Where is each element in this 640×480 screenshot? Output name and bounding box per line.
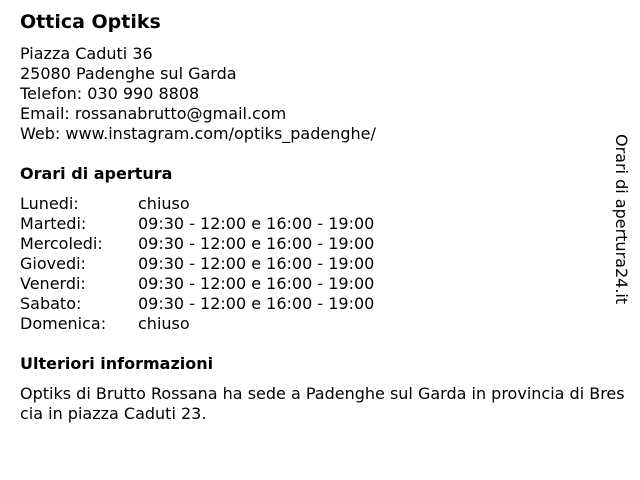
hours-row (20, 214, 374, 234)
day-hours: chiuso (138, 194, 190, 213)
city-address: 25080 Padenghe sul Garda (20, 64, 237, 83)
opening-hours-heading: Orari di apertura (20, 164, 173, 183)
street-address: Piazza Caduti 36 (20, 44, 153, 63)
email-address: Email: rossanabrutto@gmail.com (20, 104, 287, 123)
business-name: Ottica Optiks (20, 11, 161, 33)
hours-row (20, 194, 374, 214)
day-hours: 09:30 - 12:00 e 16:00 - 19:00 (138, 254, 375, 273)
day-name: Lunedi: (20, 194, 79, 213)
hours-row (20, 274, 374, 294)
day-name: Sabato: (20, 294, 82, 313)
site-watermark: Orari di apertura24.it (612, 134, 631, 305)
website: Web: www.instagram.com/optiks_padenghe/ (20, 124, 376, 143)
more-info-text: Optiks di Brutto Rossana ha sede a Padenghe sul Garda in provincia di Brescia in piazza Caduti 23. (20, 384, 625, 423)
day-name: Mercoledi: (20, 234, 103, 253)
opening-hours-table (20, 194, 374, 334)
day-name: Domenica: (20, 314, 107, 333)
day-name: Giovedi: (20, 254, 86, 273)
more-info-heading: Ulteriori informazioni (20, 354, 214, 373)
day-name: Martedi: (20, 214, 87, 233)
day-hours: 09:30 - 12:00 e 16:00 - 19:00 (138, 214, 375, 233)
day-hours: 09:30 - 12:00 e 16:00 - 19:00 (138, 274, 375, 293)
hours-row (20, 294, 374, 314)
day-hours: 09:30 - 12:00 e 16:00 - 19:00 (138, 234, 375, 253)
hours-row (20, 234, 374, 254)
contact-details (20, 44, 376, 144)
hours-row (20, 314, 374, 334)
day-hours: chiuso (138, 314, 190, 333)
phone-number: Telefon: 030 990 8808 (20, 84, 200, 103)
day-hours: 09:30 - 12:00 e 16:00 - 19:00 (138, 294, 375, 313)
hours-row (20, 254, 374, 274)
day-name: Venerdi: (20, 274, 86, 293)
